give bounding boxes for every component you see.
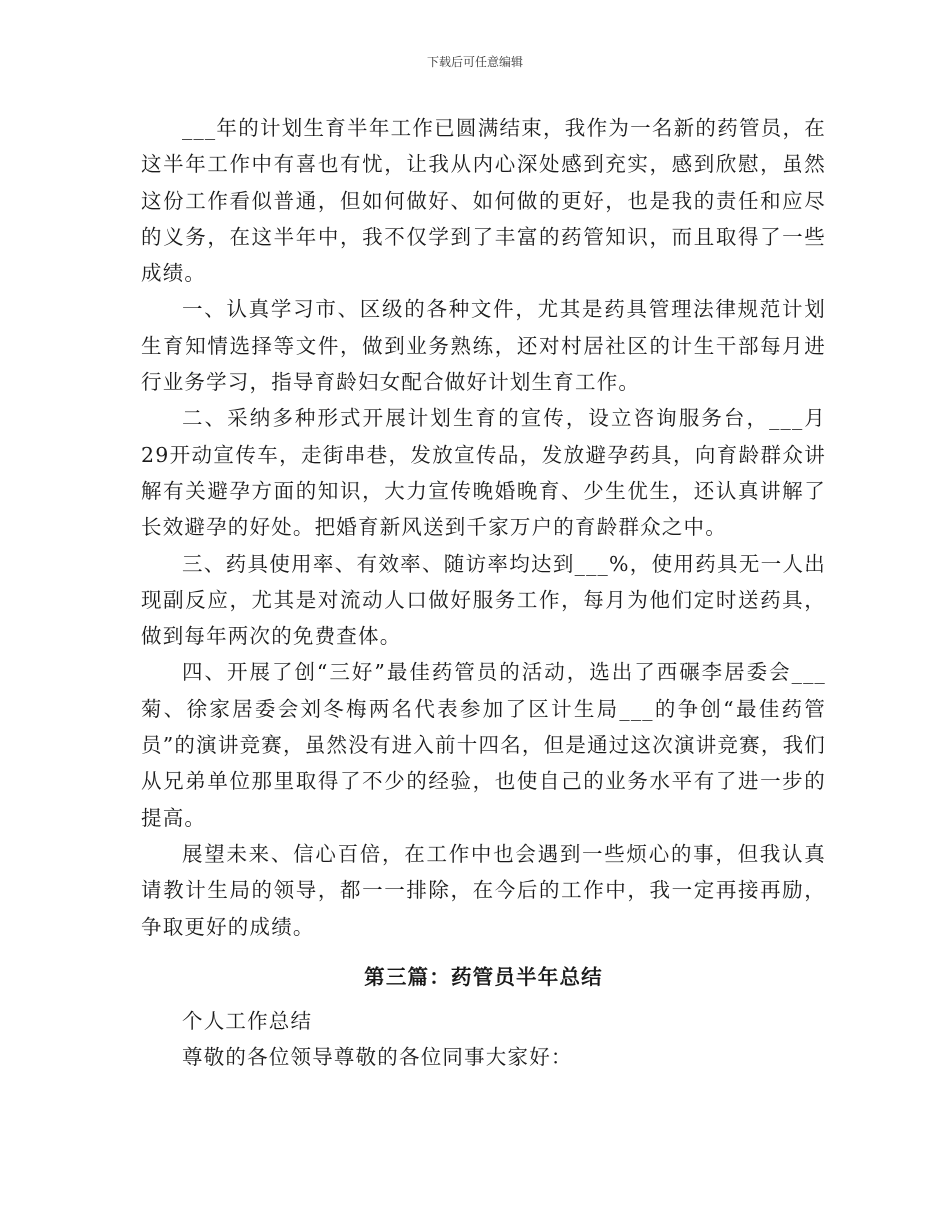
section-title: 第三篇：药管员半年总结 <box>364 964 603 989</box>
header-note: 下载后可任意编辑 <box>426 55 523 69</box>
paragraph-point-3: 三、药具使用率、有效率、随访率均达到___%，使用药具无一人出现副反应，尤其是对流动人口做好服务工作，每月为他们定时送药具，做到每年两次的免费查体。 <box>141 551 826 649</box>
paragraph-outlook: 展望未来、信心百倍，在工作中也会遇到一些烦心的事，但我认真请教计生局的领导，都一一排除，在今后的工作中，我一定再接再励，争取更好的成绩。 <box>141 841 826 939</box>
greeting-line: 尊敬的各位领导尊敬的各位同事大家好： <box>182 1045 573 1070</box>
paragraph-point-2: 二、采纳多种形式开展计划生育的宣传，设立咨询服务台，___月29开动宣传车，走街串巷，发放宣传品，发放避孕药具，向育龄群众讲解有关避孕方面的知识，大力宣传晚婚晚育、少生优生，还认真讲解了长效避孕的好处。把婚育新风送到千家万户的育龄群众之中。 <box>141 406 826 540</box>
subheading: 个人工作总结 <box>182 1008 313 1033</box>
paragraph-point-1: 一、认真学习市、区级的各种文件，尤其是药具管理法律规范计划生育知情选择等文件，做到业务熟练，还对村居社区的计生干部每月进行业务学习，指导育龄妇女配合做好计划生育工作。 <box>141 297 826 395</box>
paragraph-point-4: 四、开展了创“三好”最佳药管员的活动，选出了西碾李居委会___菊、徐家居委会刘冬梅两名代表参加了区计生局___的争创“最佳药管员”的演讲竞赛，虽然没有进入前十四名，但是通过这次演讲竞赛，我们从兄弟单位那里取得了不少的经验，也使自己的业务水平有了进一步的提高。 <box>141 660 826 830</box>
document-body <box>141 110 826 1075</box>
paragraph-intro: ___年的计划生育半年工作已圆满结束，我作为一名新的药管员，在这半年工作中有喜也有忧，让我从内心深处感到充实，感到欣慰，虽然这份工作看似普通，但如何做好、如何做的更好，也是我的责任和应尽的义务，在这半年中，我不仅学到了丰富的药管知识，而且取得了一些成绩。 <box>141 116 826 286</box>
